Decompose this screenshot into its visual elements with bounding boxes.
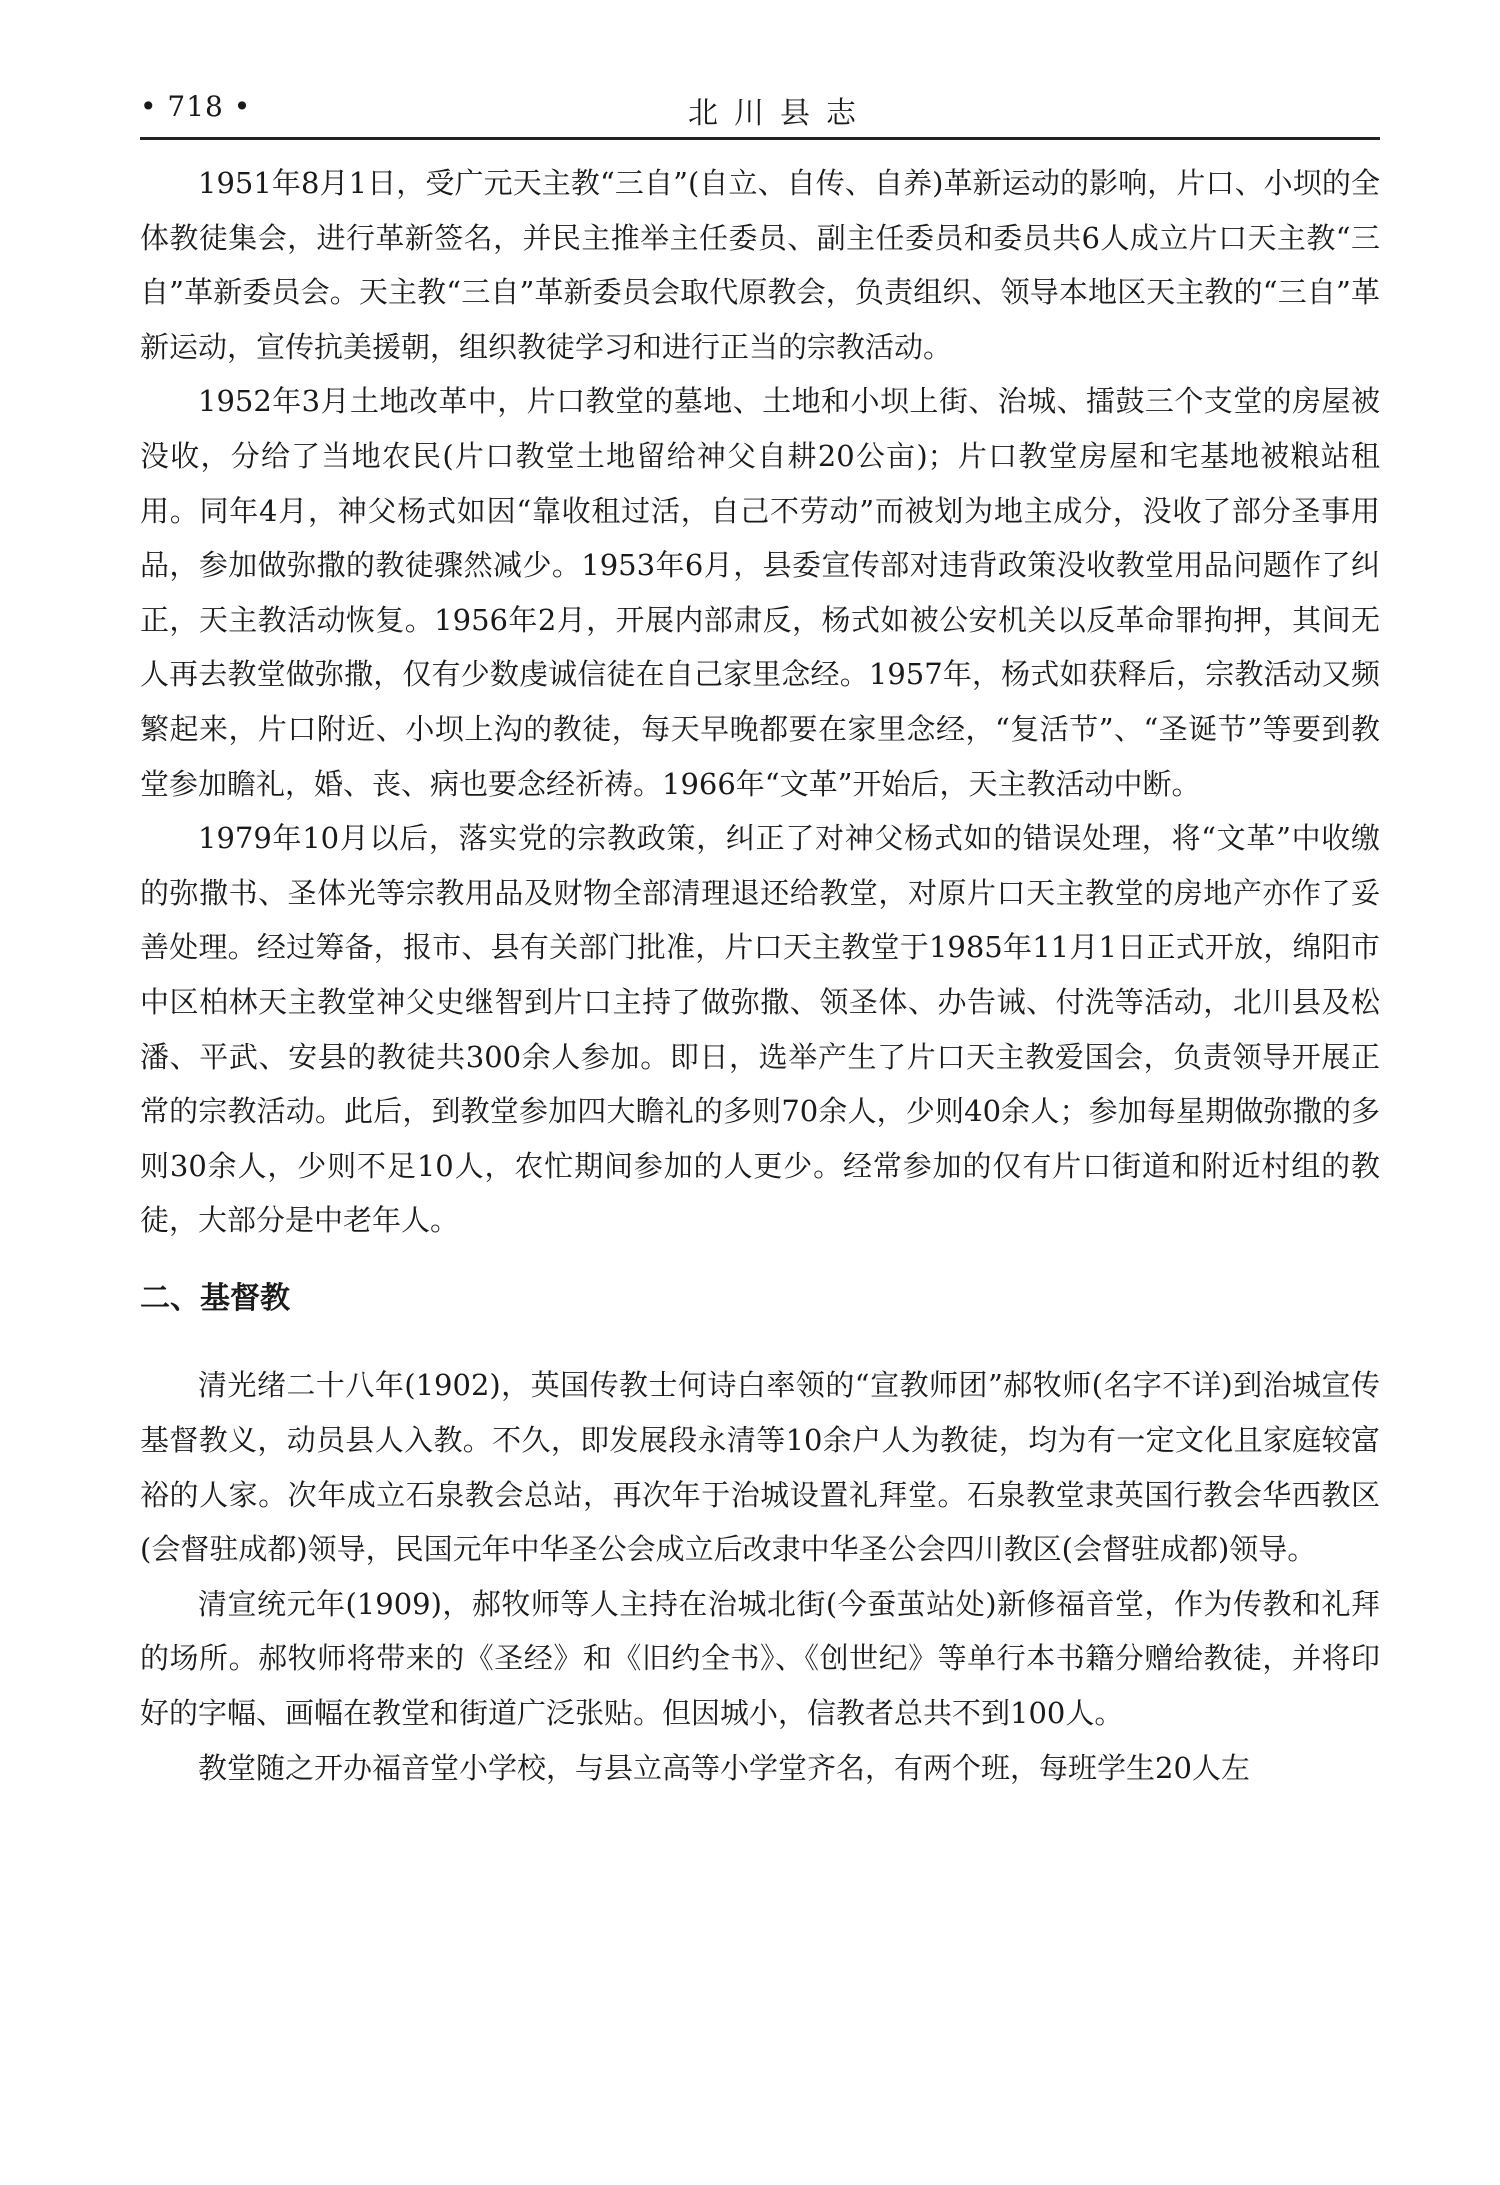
page-header <box>140 88 1380 132</box>
paragraph-1: 1951年8月1日，受广元天主教“三自”(自立、自传、自养)革新运动的影响，片口、小坝的全体教徒集会，进行革新签名，并民主推举主任委员、副主任委员和委员共6人成立片口天主教“三自”革新委员会。天主教“三自”革新委员会取代原教会，负责组织、领导本地区天主教的“三自”革新运动，宣传抗美援朝，组织教徒学习和进行正当的宗教活动。 <box>140 166 1380 364</box>
header-rule <box>140 137 1380 140</box>
book-title: 北川县志 <box>688 96 872 131</box>
section-heading: 二、基督教 <box>140 1280 290 1316</box>
body-text <box>140 156 1380 1795</box>
paragraph-5: 清宣统元年(1909)，郝牧师等人主持在治城北街(今蚕茧站处)新修福音堂，作为传教和礼拜的场所。郝牧师将带来的《圣经》和《旧约全书》、《创世纪》等单行本书籍分赠给教徒，并将印好的字幅、画幅在教堂和街道广泛张贴。但因城小，信教者总共不到100人。 <box>140 1586 1380 1731</box>
paragraph-6: 教堂随之开办福音堂小学校，与县立高等小学堂齐名，有两个班，每班学生20人左 <box>198 1750 1250 1785</box>
paragraph-4: 清光绪二十八年(1902)，英国传教士何诗白率领的“宣教师团”郝牧师(名字不详)到治城宣传基督教义，动员县人入教。不久，即发展段永清等10余户人为教徒，均为有一定文化且家庭较富裕的人家。次年成立石泉教会总站，再次年于治城设置礼拜堂。石泉教堂隶英国行教会华西教区(会督驻成都)领导，民国元年中华圣公会成立后改隶中华圣公会四川教区(会督驻成都)领导。 <box>140 1368 1380 1567</box>
page-number: • 718 • <box>140 90 252 123</box>
paragraph-2: 1952年3月土地改革中，片口教堂的墓地、土地和小坝上街、治城、擂鼓三个支堂的房屋被没收，分给了当地农民(片口教堂土地留给神父自耕20公亩)；片口教堂房屋和宅基地被粮站租用。同年4月，神父杨式如因“靠收租过活，自己不劳动”而被划为地主成分，没收了部分圣事用品，参加做弥撒的教徒骤然减少。1953年6月，县委宣传部对违背政策没收教堂用品问题作了纠正，天主教活动恢复。1956年2月，开展内部肃反，杨式如被公安机关以反革命罪拘押，其间无人再去教堂做弥撒，仅有少数虔诚信徒在自己家里念经。1957年，杨式如获释后，宗教活动又频繁起来，片口附近、小坝上沟的教徒，每天早晚都要在家里念经，“复活节”、“圣诞节”等要到教堂参加瞻礼，婚、丧、病也要念经祈祷。1966年“文革”开始后，天主教活动中断。 <box>140 384 1380 801</box>
paragraph-3: 1979年10月以后，落实党的宗教政策，纠正了对神父杨式如的错误处理，将“文革”中收缴的弥撒书、圣体光等宗教用品及财物全部清理退还给教堂，对原片口天主教堂的房地产亦作了妥善处理。经过筹备，报市、县有关部门批准，片口天主教堂于1985年11月1日正式开放，绵阳市中区柏林天主教堂神父史继智到片口主持了做弥撒、领圣体、办告诫、付洗等活动，北川县及松潘、平武、安县的教徒共300余人参加。即日，选举产生了片口天主教爱国会，负责领导开展正常的宗教活动。此后，到教堂参加四大瞻礼的多则70余人，少则40余人；参加每星期做弥撒的多则30余人，少则不足10人，农忙期间参加的人更少。经常参加的仅有片口街道和附近村组的教徒，大部分是中老年人。 <box>140 821 1380 1238</box>
